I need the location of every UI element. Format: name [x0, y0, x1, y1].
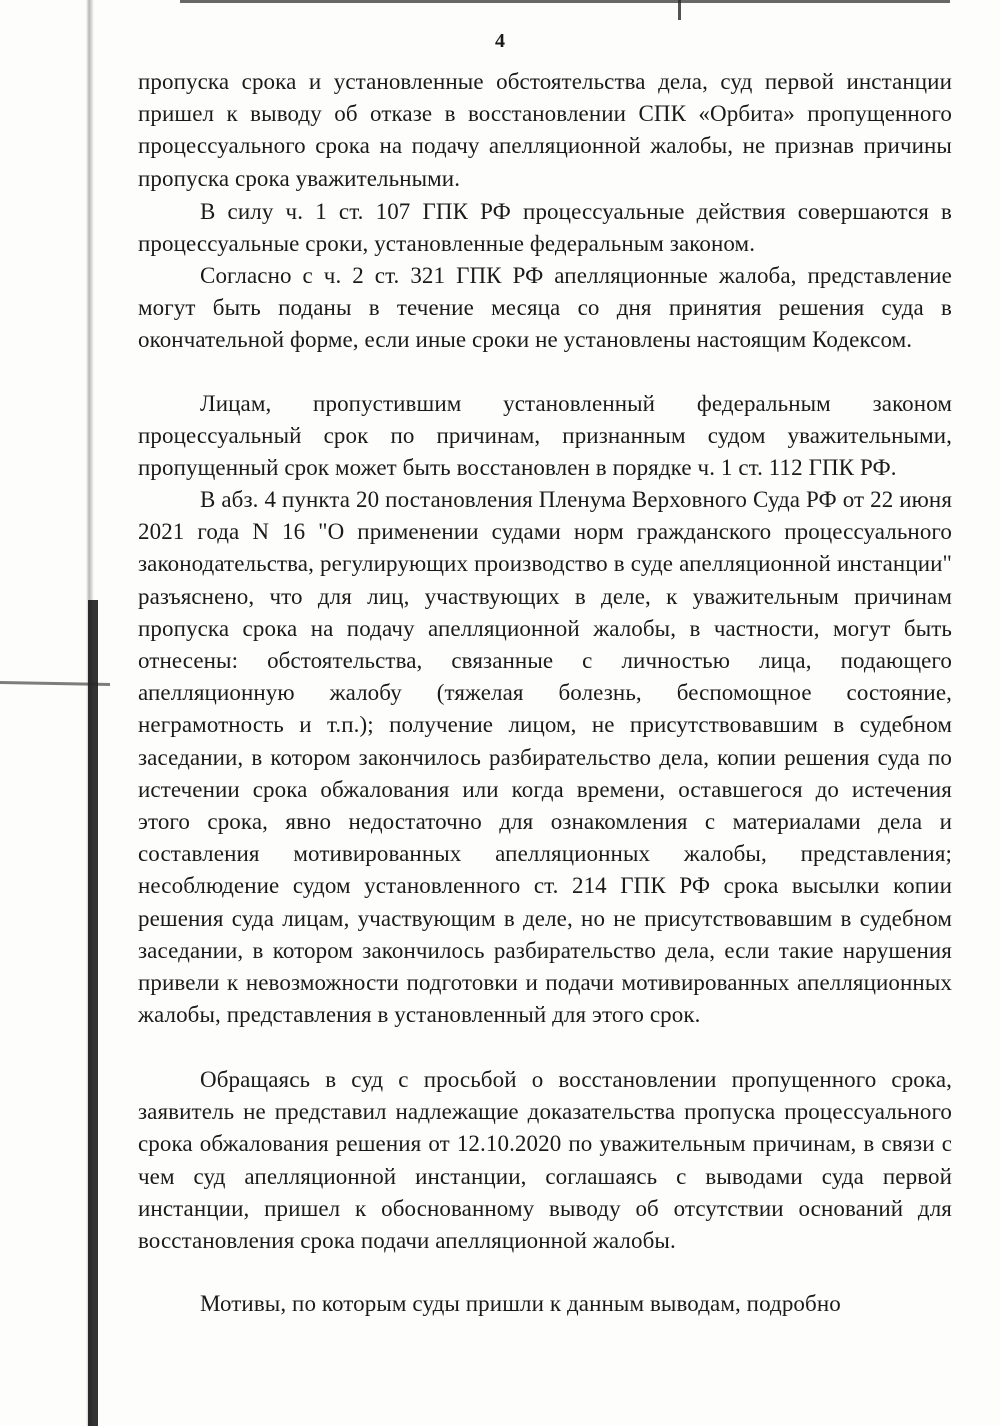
- page-number: 4: [495, 30, 505, 52]
- scan-binding-edge: [88, 600, 98, 1426]
- paragraph-3: Согласно с ч. 2 ст. 321 ГПК РФ апелляционные жалоба, представление могут быть поданы в течение месяца со дня принятия решения суда в окончательной форме, если иные сроки не установлены настоящим Кодексом.: [138, 263, 952, 353]
- paragraph-7: Мотивы, по которым суды пришли к данным выводам, подробно: [200, 1291, 841, 1316]
- scan-top-mark: [678, 0, 681, 20]
- scan-top-edge: [180, 0, 950, 3]
- paragraph-1: пропуска срока и установленные обстоятельства дела, суд первой инстанции пришел к выводу об отказе в восстановлении СПК «Орбита» пропущенного процессуального срока на подачу апелляционной жалобы, не признав причины пропуска срока уважительными.: [138, 69, 952, 191]
- paragraph-5: В абз. 4 пункта 20 постановления Пленума Верховного Суда РФ от 22 июня 2021 года N 16 "О применении судами норм гражданского процессуального законодательства, регулирующих производство в суде апелляционной инстанции" разъяснено, что для лиц, участвующих в деле, к уважительным причинам пропуска срока на подачу апелляционной жалобы, в частности, могут быть отнесены: обстоятельства, связанные с личностью лица, подающего апелляционную жалобу (тяжелая болезнь, беспомощное состояние, неграмотность и т.п.); получение лицом, не присутствовавшим в судебном заседании, в котором закончилось разбирательство дела, копии решения суда по истечении срока обжалования или когда времени, оставшегося до истечения этого срока, явно недостаточно для ознакомления с материалами дела и составления мотивированных апелляционных жалобы, представления; несоблюдение судом установленного ст. 214 ГПК РФ срока высылки копии решения суда лицам, участвующим в деле, но не присутствовавшим в судебном заседании, в котором закончилось разбирательство дела, если такие нарушения привели к невозможности подготовки и подачи мотивированных апелляционных жалобы, представления в установленный для этого срок.: [138, 487, 952, 1028]
- scan-fold-line: [0, 681, 110, 686]
- paragraph-6: Обращаясь в суд с просьбой о восстановлении пропущенного срока, заявитель не представил надлежащие доказательства пропуска процессуального срока обжалования решения от 12.10.2020 по уважительным причинам, в связи с чем суд апелляционной инстанции, соглашаясь с выводами суда первой инстанции, пришел к обоснованному выводу об отсутствии оснований для восстановления срока подачи апелляционной жалобы.: [138, 1067, 952, 1254]
- paragraph-4: Лицам, пропустившим установленный федеральным законом процессуальный срок по причинам, признанным судом уважительными, пропущенный срок может быть восстановлен в порядке ч. 1 ст. 112 ГПК РФ.: [138, 391, 952, 481]
- paragraph-2: В силу ч. 1 ст. 107 ГПК РФ процессуальные действия совершаются в процессуальные сроки, установленные федеральным законом.: [138, 199, 952, 257]
